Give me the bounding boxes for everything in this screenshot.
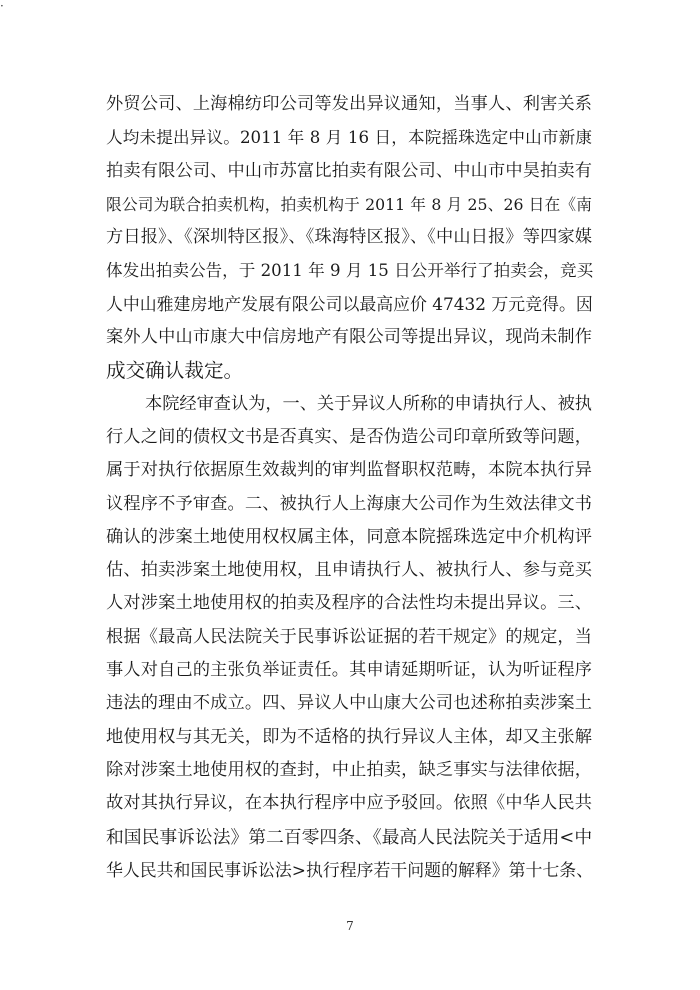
text-line: 地使用权与其无关，即为不适格的执行异议人主体，却又主张解 (106, 726, 592, 747)
document-body (106, 88, 592, 887)
text-line: 华人民共和国民事诉讼法>执行程序若干问题的解释》第十七条、 (106, 859, 594, 880)
paragraph-2 (106, 388, 592, 887)
text-line: 方日报》、《深圳特区报》、《珠海特区报》、《中山日报》等四家媒 (106, 227, 592, 248)
text-line: 除对涉案土地使用权的查封，中止拍卖，缺乏事实与法律依据， (106, 759, 592, 780)
text-line: 案外人中山市康大中信房地产有限公司等提出异议，现尚未制作 (106, 327, 592, 348)
text-line: 人中山雅建房地产发展有限公司以最高应价 47432 万元竞得。因 (106, 293, 593, 314)
text-line: 成交确认裁定。 (106, 359, 244, 383)
text-line: 事人对自己的主张负举证责任。其申请延期听证，认为听证程序 (106, 660, 592, 681)
text-line: 估、拍卖涉案土地使用权，且申请执行人、被执行人、参与竞买 (106, 560, 592, 581)
text-line: 拍卖有限公司、中山市苏富比拍卖有限公司、中山市中昊拍卖有 (106, 160, 592, 181)
text-line: 本院经审查认为，一、关于异议人所称的申请执行人、被执 (145, 393, 592, 414)
scan-corner-mark: · (0, 0, 4, 13)
text-line: 人均未提出异议。2011 年 8 月 16 日，本院摇珠选定中山市新康 (106, 128, 592, 148)
text-line: 外贸公司、上海棉纺印公司等发出异议通知，当事人、利害关系 (106, 94, 592, 114)
text-line: 根据《最高人民法院关于民事诉讼证据的若干规定》的规定，当 (106, 626, 592, 647)
text-line: 属于对执行依据原生效裁判的审判监督职权范畴，本院本执行异 (106, 460, 592, 481)
text-line: 体发出拍卖公告，于 2011 年 9 月 15 日公开举行了拍卖会，竞买 (106, 261, 594, 281)
text-line: 人对涉案土地使用权的拍卖及程序的合法性均未提出异议。三、 (106, 593, 592, 614)
text-line: 行人之间的债权文书是否真实、是否伪造公司印章所致等问题， (106, 426, 592, 447)
page-number: 7 (346, 919, 354, 933)
text-line: 议程序不予审查。二、被执行人上海康大公司作为生效法律文书 (106, 493, 592, 514)
paragraph-1 (106, 88, 592, 388)
text-line: 违法的理由不成立。四、异议人中山康大公司也述称拍卖涉案土 (106, 693, 592, 714)
text-line: 确认的涉案土地使用权权属主体，同意本院摇珠选定中介机构评 (106, 526, 592, 547)
text-line: 故对其执行异议，在本执行程序中应予驳回。依照《中华人民共 (106, 793, 592, 814)
text-line: 和国民事诉讼法》第二百零四条、《最高人民法院关于适用<中 (106, 826, 593, 848)
text-line: 限公司为联合拍卖机构，拍卖机构于 2011 年 8 月 25、26 日在《南 (106, 194, 592, 214)
